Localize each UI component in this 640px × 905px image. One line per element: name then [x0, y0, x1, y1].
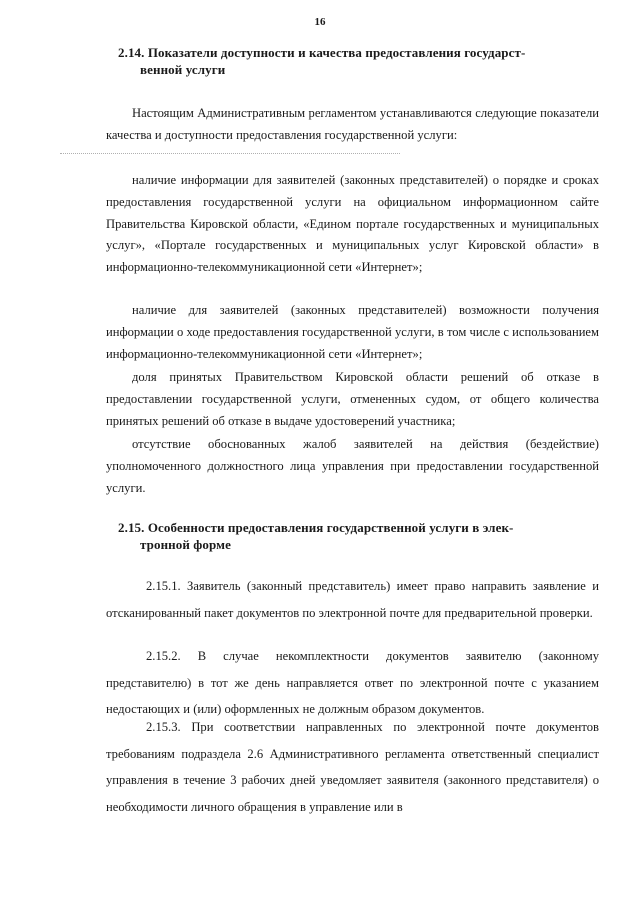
section-2-14-heading	[118, 44, 598, 78]
page-number: 16	[314, 16, 326, 28]
indicator-item-3: доля принятых Правительством Кировской области решений об отказе в предоставлении государственной услуги, отмененных судом, от общего количества принятых решений об отказе в выдаче удостоверений участника;	[106, 370, 599, 428]
paragraph-2-15-2: 2.15.2. В случае некомплектности документов заявителю (законному представителю) в тот же день направляется ответ по электронной почте с указанием недостающих и (или) оформленных не должным образом документов.	[106, 649, 599, 716]
paragraph-2-15-3: 2.15.3. При соответствии направленных по электронной почте документов требованиям подраздела 2.6 Административного регламента ответственный специалист управления в течение 3 рабочих дней уведомляет заявителя (законного представителя) о необходимости личного обращения в управление или в	[106, 720, 599, 814]
indicator-item-4: отсутствие обоснованных жалоб заявителей на действия (бездействие) уполномоченного должностного лица управления при предоставлении государственной услуги.	[106, 437, 599, 495]
paragraph-2-15-1: 2.15.1. Заявитель (законный представитель) имеет право направить заявление и отсканированный пакет документов по электронной почте для предварительной проверки.	[106, 579, 599, 620]
section-2-14-title-line1: 2.14. Показатели доступности и качества предоставления государст-	[118, 45, 526, 60]
section-2-15-heading	[118, 519, 598, 553]
indicator-item-1: наличие информации для заявителей (законных представителей) о порядке и сроках предоставления государственной услуги на официальном информационном сайте Правительства Кировской области, «Едином портале государственных и муниципальных услуг», «Портале государственных и муниципальных услуг Кировской области» в информационно-телекоммуникационной сети «Интернет»;	[106, 173, 599, 275]
section-2-14-title-line2: венной услуги	[140, 62, 226, 77]
section-2-14-intro: Настоящим Административным регламентом устанавливаются следующие показатели качества и доступности предоставления государственной услуги:	[106, 106, 599, 142]
scan-artifact-line	[60, 153, 400, 155]
indicator-item-2: наличие для заявителей (законных представителей) возможности получения информации о ходе предоставления государственной услуги, в том числе с использованием информационно-телекоммуникационной сети «Интернет»;	[106, 303, 599, 361]
section-2-15-title-line2: тронной форме	[140, 537, 231, 552]
section-2-15-title-line1: 2.15. Особенности предоставления государственной услуги в элек-	[118, 520, 514, 535]
